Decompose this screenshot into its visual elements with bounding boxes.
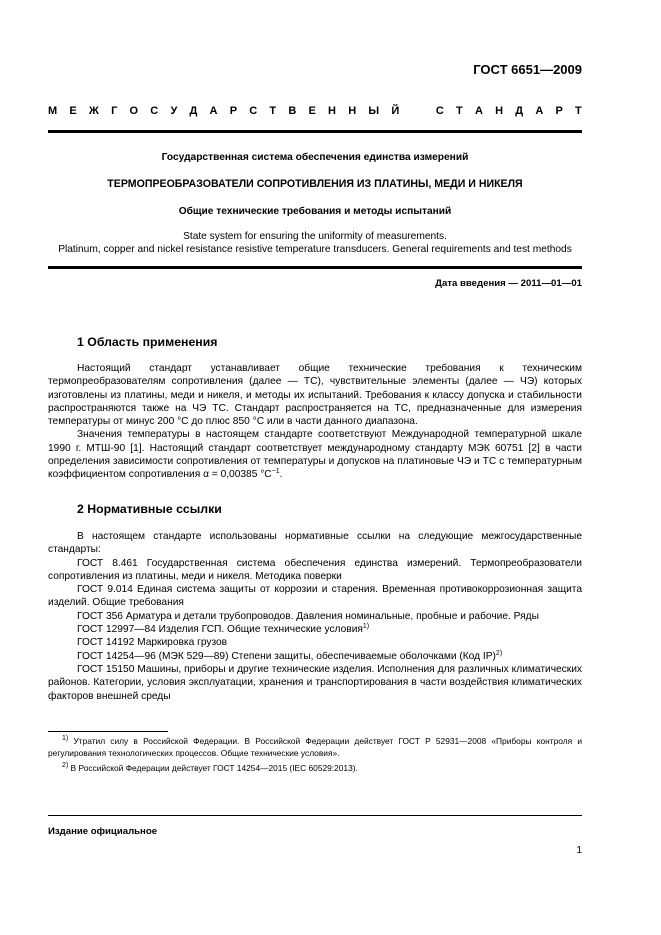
banner-letter: Д	[189, 105, 198, 117]
banner-letter: С	[435, 105, 444, 117]
paragraph: В настоящем стандарте использованы нормативные ссылки на следующие межгосударственные стандарты:	[48, 531, 582, 556]
reference-text: ГОСТ 8.461 Государственная система обеспечения единства измерений. Термопреобразователи сопротивления из платины, меди и никеля. Методика поверки	[48, 557, 582, 582]
footnote-text: В Российской Федерации действует ГОСТ 14254—2015 (IEC 60529:2013).	[68, 763, 358, 773]
footnote-separator	[48, 731, 168, 732]
footer-rule	[48, 815, 582, 816]
reference-item	[48, 623, 582, 636]
page-number: 1	[576, 845, 582, 856]
banner-letter: М	[48, 105, 58, 117]
banner-letter: Ж	[88, 105, 99, 117]
document-code: ГОСТ 6651—2009	[473, 62, 582, 77]
paragraph	[48, 428, 582, 481]
section-2-heading: 2 Нормативные ссылки	[77, 502, 222, 516]
section-1-heading: 1 Область применения	[77, 335, 218, 349]
banner-letter: Т	[269, 105, 277, 117]
reference-item	[48, 650, 582, 663]
banner-letter: Й	[391, 105, 400, 117]
banner-letter: Т	[575, 105, 582, 117]
footnotes	[48, 736, 582, 775]
main-title: ТЕРМОПРЕОБРАЗОВАТЕЛИ СОПРОТИВЛЕНИЯ ИЗ ПЛАТИНЫ, МЕДИ И НИКЕЛЯ	[107, 178, 523, 190]
banner-letter: В	[288, 105, 297, 117]
banner-letter: С	[150, 105, 159, 117]
reference-item	[48, 583, 582, 610]
footnote-ref: 1)	[362, 623, 370, 631]
reference-item	[48, 663, 582, 703]
banner-letter: Р	[229, 105, 238, 117]
footnote	[48, 763, 582, 775]
paragraph-text: Значения температуры в настоящем стандарте соответствуют Международной температурной шкале 1990 г. МТШ-90 [1]. Настоящий стандарт соответствует международному стандарту МЭК 60751 [2] в части определения зависимости сопротивления от температуры и допусков на платиновые ЧЭ и ТС с температурным коэффициентом сопротивления α = 0,00385 °С	[48, 429, 582, 481]
reference-item	[48, 610, 582, 623]
superscript: −1	[271, 468, 280, 476]
banner-letter: Е	[308, 105, 316, 117]
banner-letter: Н	[328, 105, 336, 117]
banner-letter: У	[170, 105, 178, 117]
section-2-body	[48, 530, 582, 703]
footnote-ref: 2)	[495, 649, 503, 657]
english-title-line2: Platinum, copper and nickel resistance resistive temperature transducers. General requirements and test methods	[58, 244, 572, 255]
official-edition-label: Издание официальное	[48, 826, 158, 837]
reference-item	[48, 557, 582, 584]
banner-letter: А	[209, 105, 218, 117]
interstate-standard-banner	[48, 105, 582, 117]
banner-letter: Д	[515, 105, 524, 117]
header-rule	[48, 130, 582, 133]
paragraph: Настоящий стандарт устанавливает общие технические требования к техническим термопреобразователям сопротивления (далее — ТС), чувствительные элементы (далее — ЧЭ) которых изготовлены из платины, меди и никеля, и методы их испытаний. Требования к классу допуска и стабильности распространяются также на ЧЭ ТС. Стандарт распространяется на ТС, предназначенные для измерения температуры от минус 200 °С до плюс 850 °С или в части данного диапазона.	[48, 363, 582, 428]
footnote	[48, 736, 582, 759]
banner-letter: Г	[111, 105, 118, 117]
footnote-mark: 1)	[62, 735, 69, 742]
title-rule	[48, 266, 582, 269]
banner-letter: О	[129, 105, 139, 117]
reference-text: ГОСТ 9.014 Единая система защиты от коррозии и старения. Временная противокоррозионная защита изделий. Общие требования	[48, 584, 582, 609]
banner-letter: Ы	[368, 105, 380, 117]
section-1-body	[48, 362, 582, 482]
reference-text: ГОСТ 14192 Маркировка грузов	[77, 637, 228, 649]
paragraph-end: .	[279, 469, 283, 481]
banner-letter: Н	[495, 105, 504, 117]
reference-text: ГОСТ 14254—96 (МЭК 529—89) Степени защиты, обеспечиваемые оболочками (Код IP)	[77, 650, 496, 662]
subtitle: Общие технические требования и методы испытаний	[178, 206, 452, 217]
footnote-mark: 2)	[62, 762, 69, 769]
reference-item	[48, 636, 582, 649]
english-title-line1: State system for ensuring the uniformity of measurements.	[183, 231, 447, 242]
reference-text: ГОСТ 15150 Машины, приборы и другие технические изделия. Исполнения для различных климатических районов. Категории, условия эксплуатации, хранения и транспортирования в части воздействия климатических факторов внешней среды	[48, 663, 582, 702]
banner-letter: С	[249, 105, 258, 117]
banner-letter: Н	[348, 105, 357, 117]
banner-letter: А	[535, 105, 544, 117]
footnote-text: Утратил силу в Российской Федерации. В Российской Федерации действует ГОСТ Р 52931—2008 «Приборы контроля и регулирования технологических процессов. Общие технические условия».	[48, 736, 582, 758]
banner-letter: Е	[69, 105, 77, 117]
reference-text: ГОСТ 12997—84 Изделия ГСП. Общие технические условия	[77, 624, 363, 636]
banner-letter: А	[474, 105, 483, 117]
banner-letter: Т	[456, 105, 463, 117]
banner-letter: Р	[555, 105, 563, 117]
introduction-date: Дата введения — 2011—01—01	[435, 278, 582, 289]
reference-text: ГОСТ 356 Арматура и детали трубопроводов. Давления номинальные, пробные и рабочие. Ряды	[77, 610, 539, 622]
system-title: Государственная система обеспечения единства измерений	[161, 152, 469, 163]
